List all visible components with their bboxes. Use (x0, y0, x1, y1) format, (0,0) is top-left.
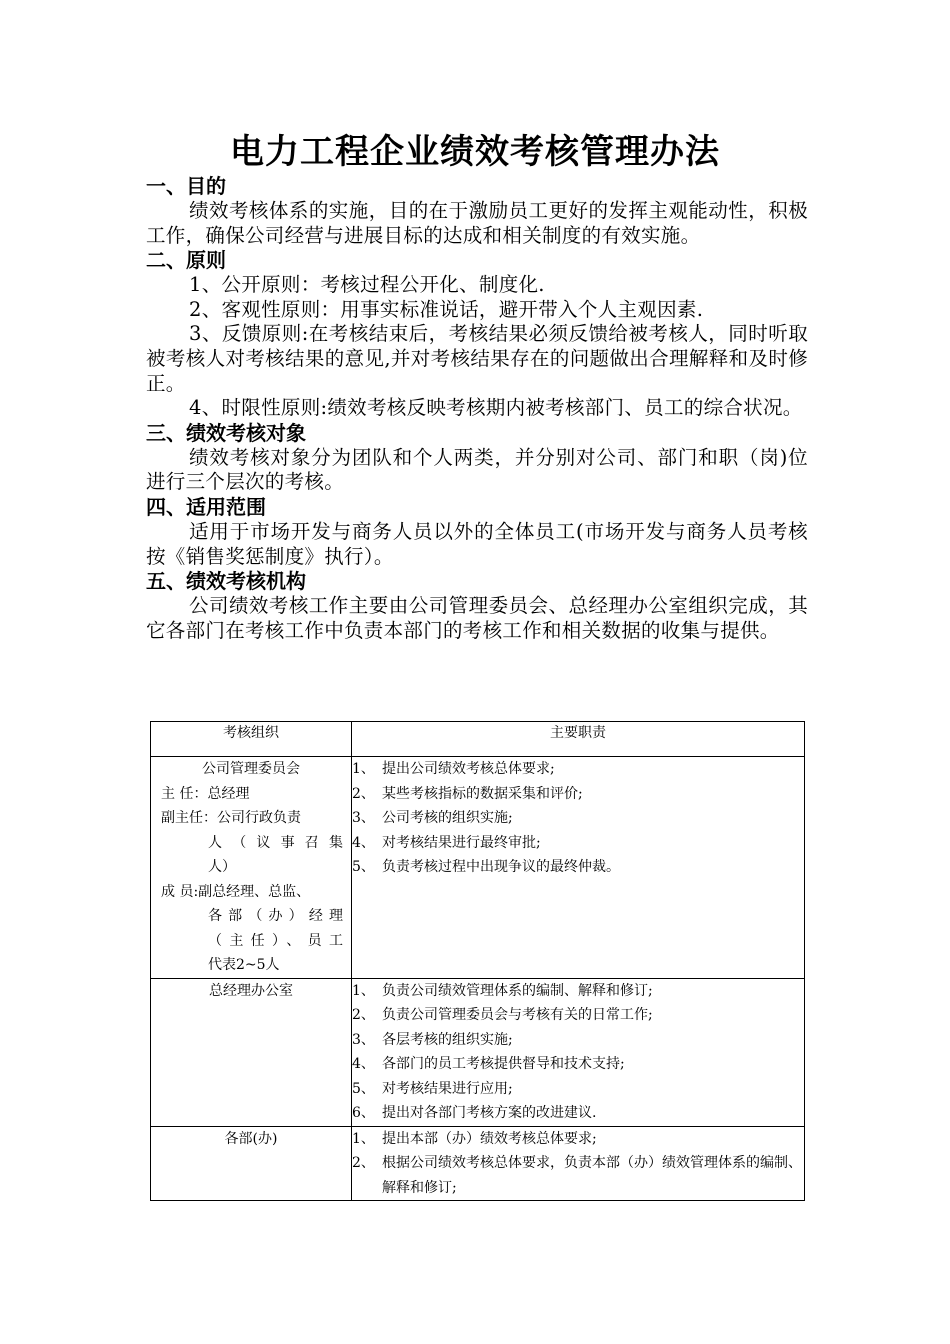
org-cell (151, 1126, 352, 1201)
org-member-line: 主 任：总经理 (161, 785, 250, 802)
duty-number: 2、 (352, 1007, 375, 1023)
section-heading: 一、目的 (146, 174, 226, 198)
duty-item (352, 831, 804, 856)
org-name: 各部(办) (224, 1130, 278, 1147)
org-member-continued: 各部（办）经理 (208, 908, 343, 924)
table-row (151, 757, 805, 979)
responsibility-table (150, 721, 805, 1201)
document-body (146, 174, 808, 643)
duty-item (352, 782, 804, 807)
duty-item (352, 979, 804, 1004)
section-heading: 三、绩效考核对象 (146, 420, 306, 445)
section-paragraph: 公司绩效考核工作主要由公司管理委员会、总经理办公室组织完成，其它各部门在考核工作中负责本部门的考核工作和相关数据的收集与提供。 (146, 594, 808, 642)
section-paragraph: 适用于市场开发与商务人员以外的全体员工(市场开发与商务人员考核按《销售奖惩制度》执行）。 (146, 519, 808, 568)
duty-text: 对考核结果进行最终审批; (382, 834, 541, 851)
duty-text: 根据公司绩效考核总体要求，负责本部（办）绩效管理体系的编制、解释和修订; (382, 1155, 802, 1196)
duty-number: 3、 (352, 810, 375, 826)
org-cell (151, 757, 352, 979)
org-member-continued: 代表2~5人 (208, 957, 280, 973)
duty-item (352, 1151, 804, 1200)
duty-text: 各层考核的组织实施; (382, 1031, 513, 1048)
table-row (151, 1126, 805, 1201)
org-cell (151, 978, 352, 1126)
table-header-cell: 考核组织 (151, 722, 352, 757)
duty-text: 负责公司绩效管理体系的编制、解释和修订; (382, 982, 653, 999)
duty-item (352, 806, 804, 831)
section-paragraph: 绩效考核对象分为团队和个人两类，并分别对公司、部门和职（岗)位进行三个层次的考核。 (146, 445, 808, 494)
duty-text: 提出对各部门考核方案的改进建议. (382, 1105, 597, 1121)
duty-text: 负责考核过程中出现争议的最终仲裁。 (382, 859, 620, 875)
duty-number: 5、 (352, 859, 375, 875)
org-member-continued: 人（议事召集 (208, 834, 343, 851)
section-targets (146, 421, 808, 495)
section-paragraph: 2、客观性原则：用事实标准说话，避开带入个人主观因素. (189, 297, 704, 321)
org-member-continued: （主任）、员工 (208, 932, 343, 949)
duty-item (352, 1003, 804, 1028)
duty-item (352, 1077, 804, 1102)
duty-text: 提出本部（办）绩效考核总体要求; (382, 1130, 597, 1147)
section-scope (146, 495, 808, 569)
duties-cell (352, 978, 805, 1126)
duties-cell (352, 757, 805, 979)
duty-item (352, 1101, 804, 1126)
duty-number: 3、 (352, 1031, 375, 1048)
duty-number: 2、 (352, 785, 375, 802)
section-principles (146, 248, 808, 421)
duty-number: 1、 (352, 982, 375, 999)
duty-number: 5、 (352, 1080, 375, 1097)
section-purpose (146, 174, 808, 248)
org-name: 总经理办公室 (209, 982, 293, 999)
document-title: 电力工程企业绩效考核管理办法 (230, 132, 720, 172)
section-paragraph: 4、时限性原则:绩效考核反映考核期内被考核部门、员工的综合状况。 (189, 396, 803, 420)
duty-number: 6、 (352, 1105, 375, 1121)
section-organization (146, 569, 808, 643)
section-heading: 五、绩效考核机构 (146, 569, 306, 594)
table-header-row (151, 722, 805, 757)
org-member-line: 副主任：公司行政负责 (161, 810, 301, 826)
duty-text: 提出公司绩效考核总体要求; (382, 761, 555, 777)
duty-item (352, 757, 804, 782)
section-heading: 二、原则 (146, 248, 226, 273)
duty-item (352, 1052, 804, 1077)
org-member-line: 成 员:副总经理、总监、 (161, 883, 311, 900)
section-paragraph: 1、公开原则：考核过程公开化、制度化. (189, 273, 545, 297)
duty-text: 对考核结果进行应用; (382, 1080, 513, 1097)
table-row (151, 978, 805, 1126)
duty-text: 某些考核指标的数据采集和评价; (382, 785, 583, 802)
duty-text: 公司考核的组织实施; (382, 810, 513, 826)
duty-text: 负责公司管理委员会与考核有关的日常工作; (382, 1007, 653, 1023)
duty-item (352, 855, 804, 880)
duty-number: 2、 (352, 1155, 375, 1171)
duties-cell (352, 1126, 805, 1201)
section-paragraph: 3、反馈原则:在考核结束后，考核结果必须反馈给被考核人，同时听取被考核人对考核结果的意见,并对考核结果存在的问题做出合理解释和及时修正。 (146, 322, 808, 395)
duty-number: 1、 (352, 1130, 375, 1147)
section-paragraph: 绩效考核体系的实施，目的在于激励员工更好的发挥主观能动性，积极工作，确保公司经营与进展目标的达成和相关制度的有效实施。 (146, 199, 808, 247)
org-member-continued: 人） (208, 859, 236, 875)
section-heading: 四、适用范围 (146, 494, 266, 519)
table-header-cell: 主要职责 (352, 722, 805, 757)
duty-number: 4、 (352, 1056, 375, 1072)
duty-text: 各部门的员工考核提供督导和技术支持; (382, 1056, 625, 1072)
duty-number: 4、 (352, 834, 375, 851)
org-name: 公司管理委员会 (202, 761, 300, 777)
duty-item (352, 1127, 804, 1152)
duty-number: 1、 (352, 761, 375, 777)
duty-item (352, 1028, 804, 1053)
